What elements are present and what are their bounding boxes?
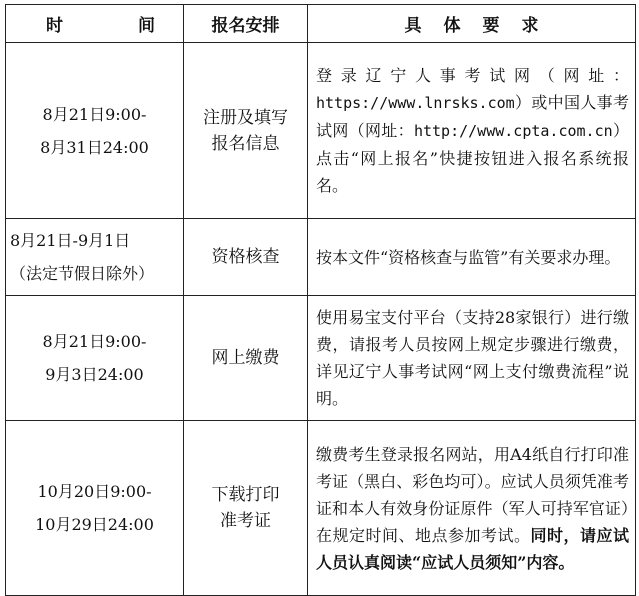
header-requirements-label: 具体要求 [404,16,561,36]
time-range: 8月21日-9月1日 [10,231,131,250]
requirement-text: 登录辽宁人事考试网（网址： [316,66,629,85]
arrangement-line: 注册及填写 [203,107,288,128]
requirement-cell [308,219,636,296]
lnrsks-url-link[interactable]: https://www.lnrsks.com [316,94,515,112]
header-requirements [308,5,636,43]
requirement-cell [308,421,636,596]
arrangement-cell [184,43,308,219]
requirement-text: ）或中国人事考试网（网址： [316,93,629,140]
arrangement-cell [184,219,308,296]
arrangement-cell [184,296,308,421]
requirement-text: ）点击“网上报名”快捷按钮进入报名系统报名。 [316,121,629,195]
requirement-text: 按本文件“资格核查与监管”有关要求办理。 [316,247,621,267]
header-time-char-2: 间 [138,16,155,36]
requirement-cell [308,43,636,219]
arrangement-line: 资格核查 [211,247,280,267]
header-time [6,5,184,43]
requirement-bold-text: 同时，请应试人员认真阅读“应试人员须知”内容。 [316,525,629,572]
table-row [6,219,636,296]
time-start: 10月20日9:00- [37,482,152,501]
arrangement-line: 下载打印 [211,485,280,505]
table-row [6,296,636,421]
requirement-text: 使用易宝支付平台（支持28家银行）进行缴费，请报考人员按网上规定步骤进行缴费，详见辽宁人事考试网“网上支付缴费流程”说明。 [316,308,629,408]
time-start: 8月21日9:00- [42,104,147,124]
time-cell [6,296,184,421]
arrangement-line: 报名信息 [211,133,280,154]
header-time-char-1: 时 [46,16,63,36]
registration-schedule-table [5,4,636,596]
header-arrangement: 报名安排 [184,5,308,43]
time-end: 10月29日24:00 [35,515,154,534]
arrangement-line: 准考证 [220,511,271,531]
time-cell [6,219,184,296]
cpta-url-link[interactable]: http://www.cpta.com.cn [413,122,613,140]
time-cell [6,421,184,596]
time-cell [6,43,184,219]
requirement-cell [308,296,636,421]
table-row [6,421,636,596]
time-note: （法定节假日除外） [10,264,155,283]
table-row [6,43,636,219]
arrangement-cell [184,421,308,596]
table-header-row [6,5,636,43]
time-end: 9月3日24:00 [45,365,144,384]
requirement-text: 缴费考生登录报名网站，用A4纸自行打印准考证（黑白、彩色均可）。应试人员须凭准考证和本人有效身份证原件（军人可持军官证）在规定时间、地点参加考试。 [316,444,629,545]
time-end: 8月31日24:00 [40,137,149,157]
time-start: 8月21日9:00- [42,332,147,351]
arrangement-line: 网上缴费 [211,348,280,368]
